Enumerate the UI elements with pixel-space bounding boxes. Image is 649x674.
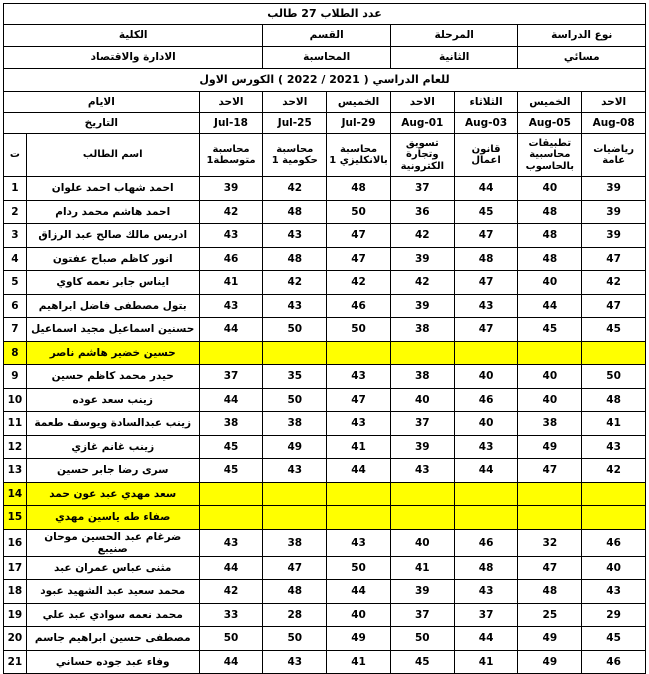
grade-cell: 44 xyxy=(454,627,518,651)
grade-cell: 43 xyxy=(199,294,263,318)
student-name-cell: زينب غانم غازي xyxy=(26,435,199,459)
serial-cell: 15 xyxy=(4,506,27,530)
grade-cell: 39 xyxy=(582,224,646,248)
study-type-label: نوع الدراسة xyxy=(518,25,646,47)
grade-cell: 43 xyxy=(263,650,327,674)
date-cell: 18-Jul xyxy=(199,113,263,134)
table-row xyxy=(4,200,646,224)
table-row xyxy=(4,435,646,459)
table-row xyxy=(4,318,646,342)
college-value: الادارة والاقتصاد xyxy=(4,47,263,69)
student-name-cell: مصطفى حسين ابراهيم جاسم xyxy=(26,627,199,651)
study-type-value: مسائي xyxy=(518,47,646,69)
college-label: الكلية xyxy=(4,25,263,47)
grade-cell: 43 xyxy=(454,580,518,604)
grade-cell: 38 xyxy=(518,412,582,436)
student-name-cell: حسنين اسماعيل مجيد اسماعيل xyxy=(26,318,199,342)
document-title-row xyxy=(4,4,646,25)
grade-cell: 48 xyxy=(263,580,327,604)
date-label: التاريخ xyxy=(4,113,200,134)
table-row xyxy=(4,224,646,248)
grade-cell: 37 xyxy=(390,412,454,436)
grade-cell: 43 xyxy=(199,529,263,556)
grade-cell xyxy=(518,341,582,365)
grade-cell: 40 xyxy=(582,556,646,580)
grade-cell: 45 xyxy=(582,318,646,342)
grade-cell: 38 xyxy=(199,412,263,436)
department-value: المحاسبة xyxy=(263,47,391,69)
serial-cell: 19 xyxy=(4,603,27,627)
grade-cell: 46 xyxy=(327,294,391,318)
serial-cell: 4 xyxy=(4,247,27,271)
table-row xyxy=(4,271,646,295)
grade-cell: 37 xyxy=(199,365,263,389)
serial-cell: 9 xyxy=(4,365,27,389)
grade-cell: 47 xyxy=(518,556,582,580)
grade-cell: 40 xyxy=(518,177,582,201)
grade-cell: 43 xyxy=(390,459,454,483)
grade-cell: 45 xyxy=(199,459,263,483)
grade-cell: 44 xyxy=(518,294,582,318)
serial-cell: 1 xyxy=(4,177,27,201)
subject-header: محاسبة حكومية 1 xyxy=(263,134,327,177)
grade-cell xyxy=(518,506,582,530)
grade-cell: 44 xyxy=(454,177,518,201)
grade-cell: 48 xyxy=(518,580,582,604)
grade-cell: 44 xyxy=(199,556,263,580)
grade-cell: 41 xyxy=(327,435,391,459)
grade-cell: 45 xyxy=(582,627,646,651)
table-row xyxy=(4,177,646,201)
grade-cell: 48 xyxy=(263,200,327,224)
stage-label: المرحلة xyxy=(390,25,518,47)
grade-cell: 47 xyxy=(327,224,391,248)
grade-cell: 47 xyxy=(263,556,327,580)
grade-cell: 45 xyxy=(390,650,454,674)
grade-cell: 33 xyxy=(199,603,263,627)
grade-cell: 41 xyxy=(582,412,646,436)
grade-cell: 48 xyxy=(582,388,646,412)
days-label: الايام xyxy=(4,92,200,113)
date-cell: 08-Aug xyxy=(582,113,646,134)
grade-cell xyxy=(327,482,391,506)
department-label: القسم xyxy=(263,25,391,47)
grade-cell: 48 xyxy=(263,247,327,271)
grade-cell: 50 xyxy=(327,556,391,580)
subject-header: رياضيات عامة xyxy=(582,134,646,177)
subject-header: محاسبة بالانكليزي 1 xyxy=(327,134,391,177)
grades-table xyxy=(3,3,646,674)
serial-cell: 3 xyxy=(4,224,27,248)
table-row xyxy=(4,529,646,556)
grade-cell: 48 xyxy=(454,556,518,580)
grade-cell: 39 xyxy=(390,294,454,318)
grade-cell: 47 xyxy=(327,247,391,271)
student-name-cell: زينب سعد عوده xyxy=(26,388,199,412)
table-row xyxy=(4,412,646,436)
grade-cell: 46 xyxy=(582,650,646,674)
grade-cell: 46 xyxy=(454,388,518,412)
table-row xyxy=(4,365,646,389)
grade-cell xyxy=(199,482,263,506)
grade-cell: 42 xyxy=(263,177,327,201)
grade-cell: 43 xyxy=(263,224,327,248)
serial-cell: 11 xyxy=(4,412,27,436)
student-name-cell: محمد سعيد عبد الشهيد عبود xyxy=(26,580,199,604)
grade-cell: 44 xyxy=(199,388,263,412)
serial-cell: 13 xyxy=(4,459,27,483)
student-name-cell: ضرغام عبد الحسين موحان صنيبع xyxy=(26,529,199,556)
grade-cell: 43 xyxy=(327,365,391,389)
grade-cell: 43 xyxy=(263,459,327,483)
grade-cell: 44 xyxy=(199,318,263,342)
stage-value: الثانية xyxy=(390,47,518,69)
grade-cell: 43 xyxy=(263,294,327,318)
grade-cell: 42 xyxy=(582,271,646,295)
grade-cell: 48 xyxy=(518,200,582,224)
grade-cell: 50 xyxy=(327,200,391,224)
table-row xyxy=(4,506,646,530)
grade-cell: 28 xyxy=(263,603,327,627)
grade-cell: 46 xyxy=(199,247,263,271)
grade-cell: 43 xyxy=(199,224,263,248)
grade-cell xyxy=(454,506,518,530)
grade-cell: 39 xyxy=(582,177,646,201)
grade-cell: 39 xyxy=(199,177,263,201)
student-name-cell: ايناس جابر نعمه كاوي xyxy=(26,271,199,295)
serial-cell: 14 xyxy=(4,482,27,506)
grade-cell: 42 xyxy=(199,580,263,604)
serial-cell: 18 xyxy=(4,580,27,604)
student-name-cell: بتول مصطفى فاضل ابراهيم xyxy=(26,294,199,318)
grade-cell: 39 xyxy=(390,580,454,604)
grade-cell: 50 xyxy=(263,388,327,412)
table-row xyxy=(4,341,646,365)
grade-cell: 48 xyxy=(518,224,582,248)
student-name-cell: احمد شهاب احمد علوان xyxy=(26,177,199,201)
grade-cell xyxy=(518,482,582,506)
day-cell: الخميس xyxy=(327,92,391,113)
grade-cell: 47 xyxy=(454,318,518,342)
grade-cell: 41 xyxy=(454,650,518,674)
student-name-cell: وفاء عبد جوده حساني xyxy=(26,650,199,674)
subjects-row xyxy=(4,134,646,177)
day-cell: الاحد xyxy=(582,92,646,113)
grade-cell: 41 xyxy=(390,556,454,580)
student-name-cell: مثنى عباس عمران عبد xyxy=(26,556,199,580)
grade-cell: 40 xyxy=(390,388,454,412)
grade-cell: 38 xyxy=(390,365,454,389)
grade-cell: 42 xyxy=(390,271,454,295)
grade-cell xyxy=(199,506,263,530)
grade-cell: 35 xyxy=(263,365,327,389)
serial-header: ت xyxy=(4,134,27,177)
serial-cell: 21 xyxy=(4,650,27,674)
grade-cell: 49 xyxy=(327,627,391,651)
student-name-cell: زينب عبدالسادة ويوسف طعمة xyxy=(26,412,199,436)
grade-cell: 50 xyxy=(263,627,327,651)
student-name-cell: احمد هاشم محمد ردام xyxy=(26,200,199,224)
grade-cell xyxy=(263,341,327,365)
grade-cell xyxy=(263,506,327,530)
table-row xyxy=(4,388,646,412)
date-cell: 03-Aug xyxy=(454,113,518,134)
grade-cell: 39 xyxy=(390,435,454,459)
grade-cell: 41 xyxy=(327,650,391,674)
grade-cell: 40 xyxy=(454,365,518,389)
grade-cell: 44 xyxy=(454,459,518,483)
grade-cell xyxy=(454,482,518,506)
student-name-cell: ادريس مالك صالح عبد الرزاق xyxy=(26,224,199,248)
subject-header: تطبيقات محاسبية بالحاسوب xyxy=(518,134,582,177)
grade-cell: 45 xyxy=(454,200,518,224)
grade-cell: 49 xyxy=(518,650,582,674)
grade-cell: 47 xyxy=(582,247,646,271)
serial-cell: 2 xyxy=(4,200,27,224)
academic-year: للعام الدراسي ( 2021 / 2022 ) الكورس الاول xyxy=(4,69,646,92)
day-cell: الخميس xyxy=(518,92,582,113)
grade-cell: 45 xyxy=(199,435,263,459)
grade-cell: 47 xyxy=(518,459,582,483)
grade-cell xyxy=(390,482,454,506)
day-cell: الثلاثاء xyxy=(454,92,518,113)
grade-cell: 46 xyxy=(454,529,518,556)
grade-cell: 47 xyxy=(582,294,646,318)
grade-cell: 50 xyxy=(582,365,646,389)
grade-cell xyxy=(263,482,327,506)
table-row xyxy=(4,650,646,674)
student-name-header: اسم الطالب xyxy=(26,134,199,177)
serial-cell: 10 xyxy=(4,388,27,412)
grade-cell: 47 xyxy=(327,388,391,412)
grade-cell: 44 xyxy=(327,580,391,604)
grade-cell: 39 xyxy=(582,200,646,224)
grade-cell: 42 xyxy=(199,200,263,224)
dates-row xyxy=(4,113,646,134)
grade-cell: 42 xyxy=(327,271,391,295)
grade-cell: 43 xyxy=(454,294,518,318)
grade-cell xyxy=(390,341,454,365)
grade-cell: 37 xyxy=(390,603,454,627)
table-row xyxy=(4,459,646,483)
student-name-cell: سرى رضا جابر حسين xyxy=(26,459,199,483)
serial-cell: 17 xyxy=(4,556,27,580)
header-labels-row xyxy=(4,25,646,47)
student-name-cell: انور كاظم صباح عفتون xyxy=(26,247,199,271)
grade-cell: 39 xyxy=(390,247,454,271)
grade-cell: 50 xyxy=(199,627,263,651)
serial-cell: 8 xyxy=(4,341,27,365)
table-row xyxy=(4,294,646,318)
grade-cell xyxy=(454,341,518,365)
days-row xyxy=(4,92,646,113)
grade-cell: 41 xyxy=(199,271,263,295)
grade-cell: 38 xyxy=(263,529,327,556)
grade-cell: 50 xyxy=(263,318,327,342)
grade-cell: 46 xyxy=(582,529,646,556)
grade-cell: 40 xyxy=(454,412,518,436)
document-title: عدد الطلاب 27 طالب xyxy=(4,4,646,25)
date-cell: 05-Aug xyxy=(518,113,582,134)
student-name-cell: محمد نعمه سوادي عبد علي xyxy=(26,603,199,627)
grade-cell xyxy=(582,482,646,506)
grade-cell: 42 xyxy=(263,271,327,295)
grade-cell: 42 xyxy=(582,459,646,483)
grade-cell xyxy=(327,341,391,365)
table-row xyxy=(4,603,646,627)
grade-cell: 25 xyxy=(518,603,582,627)
table-row xyxy=(4,556,646,580)
table-row xyxy=(4,580,646,604)
grade-cell: 49 xyxy=(263,435,327,459)
date-cell: 25-Jul xyxy=(263,113,327,134)
serial-cell: 20 xyxy=(4,627,27,651)
grade-cell: 40 xyxy=(518,388,582,412)
grade-cell xyxy=(582,506,646,530)
grade-cell: 44 xyxy=(199,650,263,674)
day-cell: الاحد xyxy=(199,92,263,113)
grade-cell: 43 xyxy=(327,529,391,556)
grade-cell: 40 xyxy=(327,603,391,627)
grade-cell: 50 xyxy=(390,627,454,651)
grade-cell: 47 xyxy=(454,271,518,295)
grade-cell: 40 xyxy=(518,365,582,389)
grade-cell: 37 xyxy=(390,177,454,201)
grade-cell xyxy=(582,341,646,365)
grade-cell: 36 xyxy=(390,200,454,224)
serial-cell: 6 xyxy=(4,294,27,318)
grade-cell xyxy=(199,341,263,365)
grade-cell: 43 xyxy=(582,435,646,459)
day-cell: الاحد xyxy=(390,92,454,113)
header-values-row xyxy=(4,47,646,69)
grade-cell: 44 xyxy=(327,459,391,483)
grade-cell xyxy=(327,506,391,530)
grade-cell: 29 xyxy=(582,603,646,627)
grade-cell: 50 xyxy=(327,318,391,342)
grade-cell: 43 xyxy=(582,580,646,604)
grade-cell: 48 xyxy=(518,247,582,271)
grade-cell: 42 xyxy=(390,224,454,248)
grade-cell: 40 xyxy=(518,271,582,295)
grade-cell: 48 xyxy=(454,247,518,271)
grade-cell: 43 xyxy=(454,435,518,459)
student-name-cell: سعد مهدي عبد عون حمد xyxy=(26,482,199,506)
grade-cell: 49 xyxy=(518,627,582,651)
date-cell: 01-Aug xyxy=(390,113,454,134)
table-row xyxy=(4,482,646,506)
grade-cell: 38 xyxy=(390,318,454,342)
grade-cell: 47 xyxy=(454,224,518,248)
subject-header: محاسبة متوسطة1 xyxy=(199,134,263,177)
subject-header: تسويق وتجارة الكترونية xyxy=(390,134,454,177)
student-name-cell: صفاء طه ياسين مهدي xyxy=(26,506,199,530)
student-name-cell: حيدر محمد كاظم حسين xyxy=(26,365,199,389)
grade-cell: 40 xyxy=(390,529,454,556)
table-row xyxy=(4,247,646,271)
grade-cell: 38 xyxy=(263,412,327,436)
grade-cell xyxy=(390,506,454,530)
grade-cell: 37 xyxy=(454,603,518,627)
grade-cell: 45 xyxy=(518,318,582,342)
subject-header: قانون اعمال xyxy=(454,134,518,177)
grade-cell: 49 xyxy=(518,435,582,459)
grade-cell: 43 xyxy=(327,412,391,436)
student-name-cell: حسين خضير هاشم ناصر xyxy=(26,341,199,365)
serial-cell: 5 xyxy=(4,271,27,295)
serial-cell: 7 xyxy=(4,318,27,342)
serial-cell: 16 xyxy=(4,529,27,556)
day-cell: الاحد xyxy=(263,92,327,113)
academic-year-row xyxy=(4,69,646,92)
table-row xyxy=(4,627,646,651)
grade-cell: 48 xyxy=(327,177,391,201)
grade-cell: 32 xyxy=(518,529,582,556)
serial-cell: 12 xyxy=(4,435,27,459)
date-cell: 29-Jul xyxy=(327,113,391,134)
